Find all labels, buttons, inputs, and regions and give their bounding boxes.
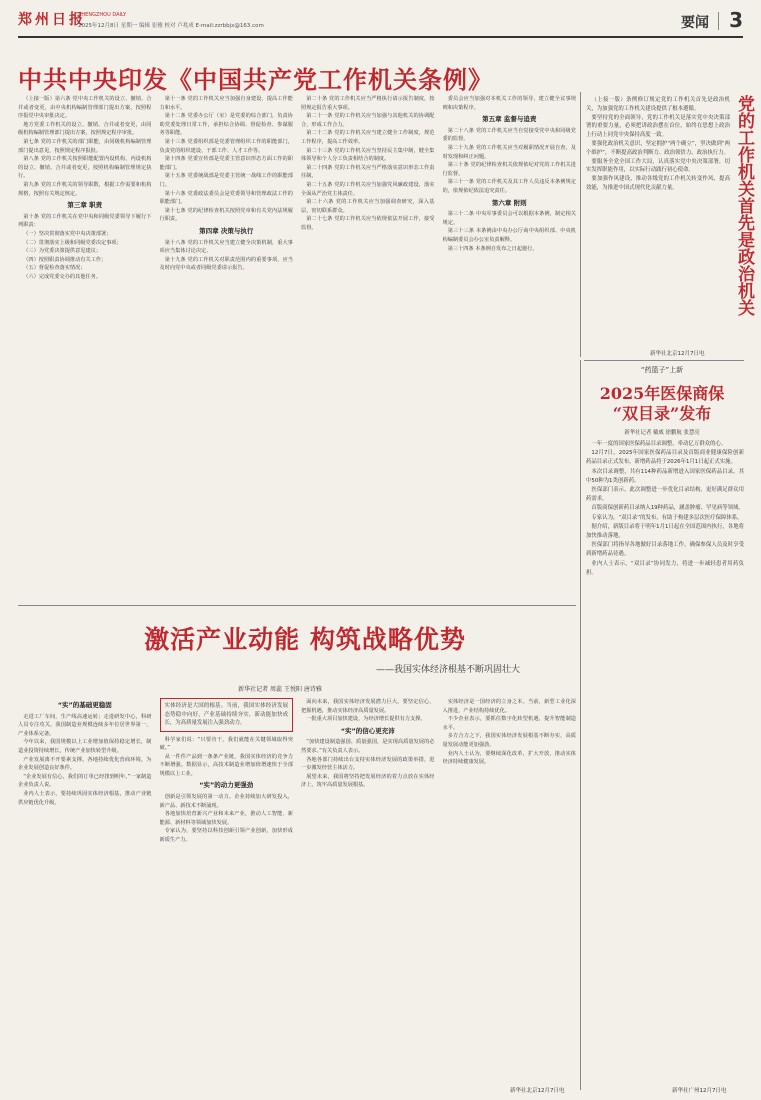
paragraph: 各地各部门持续出台支持实体经济发展的政策举措，进一步激发经营主体活力。 <box>301 756 435 772</box>
section-heading: “实”的基础更稳固 <box>57 701 112 709</box>
paragraph: 业内人士认为，要继续深化改革，扩大开放，推动实体经济持续健康发展。 <box>442 750 576 766</box>
paragraph: 一年一度的国家医保药品目录调整，牵动亿万群众的心。 <box>591 441 727 447</box>
section-heading: “实”的信心更充沛 <box>340 726 395 735</box>
paragraph: 第二十二条 党的工作机关应当建立健全工作制度，规范工作程序，提高工作效率。 <box>301 130 435 145</box>
paragraph: 首版商保创新药目录纳入19种药品，涵盖肿瘤、罕见病等领域。 <box>591 505 744 512</box>
masthead: 郑州日报 <box>18 12 86 28</box>
paragraph: 地方党委工作机关的设立、撤销、合并或者变更，由同级机构编制管理部门提出方案，按照规定程序审批。 <box>18 121 152 137</box>
paragraph: （一）坚决贯彻落实党中央决策部署； <box>23 230 112 237</box>
paragraph: 第三十条 党的纪律检查机关依规依纪对党的工作机关进行监督。 <box>442 162 576 177</box>
article3-signature: 新华社北京12月7日电 <box>510 1088 565 1094</box>
sidebar-signature: 新华社北京12月7日电 <box>650 351 705 357</box>
divider-horizontal-main <box>18 605 576 606</box>
paragraph: 要坚持党的全面领导，党的工作机关是落实党中央决策部署的重要力量，必须把讲政治摆在首位，始终在思想上政治上行动上同党中央保持高度一致。 <box>586 114 730 139</box>
article1-body <box>18 95 576 600</box>
article1-column-2 <box>160 95 294 600</box>
paragraph: 专家认为，“双目录”的发布，有助于构建多层次医疗保障体系。 <box>591 514 743 521</box>
paragraph: 据介绍，新版目录将于明年1月1日起在全国范围内执行，各地将加快推动落地。 <box>586 523 744 540</box>
paragraph: 第十二条 党委办公厅（室）是党委的综合部门，负责协助党委处理日常工作，承担综合协调、督促检查、参谋服务等职能。 <box>159 113 293 137</box>
article3-column-2-text <box>160 736 294 845</box>
paragraph: 不少企业表示，要抓住数字化转型机遇，提升智能制造水平。 <box>442 716 576 731</box>
article2-byline: 新华社记者 戴威 徐鹏航 张慧亮 <box>624 430 700 436</box>
paragraph: 一批重大项目加快建设，为经济增长提供有力支撑。 <box>306 716 426 723</box>
article3-subtitle: ——我国实体经济根基不断巩固壮大 <box>375 665 520 675</box>
paragraph: 走进工厂车间，生产线高速运转；走进研发中心，科研人员专注攻关。我国制造业规模连续多年位居世界第一，产业体系完备。 <box>18 713 152 737</box>
paragraph: 第九条 党的工作机关的领导职数，根据工作需要和机构规格，按照有关规定核定。 <box>18 181 152 197</box>
article2-kicker: “药篮子”上新 <box>640 366 684 374</box>
paragraph: 第三十三条 本条例由中央办公厅商中央组织部、中央机构编制委员会办公室负责解释。 <box>442 228 576 243</box>
paragraph: 12月7日，2025年国家医保药品目录及首版商业健康保险创新药品目录正式发布，新增药品将于2026年1月1日起正式实施。 <box>586 450 744 466</box>
paragraph: 从一件件产品到一条条产业链，我国实体经济的竞争力不断增强。数据显示，高技术制造业增加值增速快于全部规模以上工业。 <box>159 753 293 777</box>
divider-sidebar <box>584 360 744 361</box>
paragraph: 要加强作风建设，推动各级党的工作机关转变作风、提高效能，为推进中国式现代化贡献力量。 <box>586 176 730 191</box>
paragraph: 各地加快培育新兴产业和未来产业，推动人工智能、新能源、新材料等领域加快发展。 <box>159 811 293 826</box>
paragraph: 第三十一条 党的工作机关及其工作人员违反本条例规定的，依规依纪依法追究责任。 <box>442 179 576 194</box>
divider-vertical-top <box>580 92 581 357</box>
paragraph: 医保部门表示，此次调整进一步优化目录结构，更好满足群众用药需求。 <box>586 487 744 503</box>
paragraph: 第十八条 党的工作机关应当建立健全决策机制，重大事项应当集体讨论决定。 <box>159 239 293 255</box>
article3-column-1 <box>18 698 152 1086</box>
paragraph: 第三十二条 中央军事委员会可以根据本条例，制定相关规定。 <box>442 211 576 226</box>
paragraph: （上接一版）第六条 党中央工作机关的设立、撤销、合并或者变更，由中央机构编制管理部门提出方案，按照程序报党中央审批决定。 <box>18 96 152 120</box>
article1-column-3 <box>301 95 435 600</box>
paragraph: 业内人士表示，要持续巩固实体经济根基，推动产业链供应链优化升级。 <box>18 790 152 806</box>
divider-vertical-bottom <box>580 360 581 1090</box>
paragraph: 展望未来，我国将坚持把发展经济的着力点放在实体经济上，筑牢高质量发展根基。 <box>301 773 435 789</box>
article3-column-3 <box>301 698 435 1086</box>
paragraph: （上接一版）条例修订规定党的工作机关首先是政治机关，为加强党的工作机关建设提供了根本遵循。 <box>586 97 730 112</box>
paragraph: 第十一条 党的工作机关应当加强自身建设，提高工作能力和水平。 <box>159 96 293 111</box>
paragraph: 第三十四条 本条例自发布之日起施行。 <box>447 245 538 252</box>
paragraph: 第十六条 党委政法委员会是党委领导和管理政法工作的职能部门。 <box>159 190 293 206</box>
page-number: 3 <box>729 8 743 32</box>
paragraph: 医保部门将指导各地做好目录落地工作，确保参保人员及时享受到新增药品待遇。 <box>586 542 744 558</box>
paragraph: 科学家们说：“只要肯干，我们就能在关键领域取得突破。” <box>159 736 293 752</box>
section-heading: 第四章 决策与执行 <box>199 226 254 235</box>
masthead-en: ZHENGZHOU DAILY <box>78 12 127 18</box>
paragraph: 第二十三条 党的工作机关应当坚持民主集中制，健全集体领导和个人分工负责相结合的制度。 <box>301 147 435 163</box>
article3-byline: 新华社记者 周蕊 王悦阳 唐诗雅 <box>238 686 322 693</box>
paragraph: （二）贯彻落实上级和同级党委决定事项； <box>23 239 122 246</box>
article2-title: 2025年医保商保 “双目录”发布 <box>599 384 725 423</box>
paragraph: （五）督促检查落实情况； <box>23 265 86 272</box>
article3-title: 激活产业动能 构筑战略优势 <box>144 625 466 654</box>
paragraph: 第八条 党的工作机关按照职能配置内设机构，内设机构的设立、撤销、合并或者变更，按照机构编制管理规定执行。 <box>18 156 152 180</box>
paragraph: 第十七条 党的纪律检查机关按照党章和有关党内法规履行职责。 <box>159 207 293 223</box>
paragraph: 专家认为，要坚持以科技创新引领产业创新，加快形成新质生产力。 <box>159 828 293 844</box>
header-separator <box>718 12 719 30</box>
paragraph: （三）为党委决策提供意见建议； <box>23 248 102 255</box>
paragraph: 创新是引领发展的第一动力。企业持续加大研发投入，新产品、新技术不断涌现。 <box>159 794 293 809</box>
paragraph: “加快建设制造强国、质量强国，是实现高质量发展的必然要求。”有关负责人表示。 <box>301 739 435 754</box>
paragraph: 第十五条 党委统战部是党委主管统一战线工作的职能部门。 <box>159 173 293 188</box>
paragraph: 要服务全党全国工作大局，认真落实党中央决策部署，切实发挥职能作用，以实际行动践行初心使命。 <box>586 158 730 174</box>
paragraph: 要强化政治机关意识，坚定拥护“两个确立”，坚决做到“两个维护”，不断提高政治判断力、政治领悟力、政治执行力。 <box>586 140 730 156</box>
article1-column-4 <box>443 95 577 600</box>
sidebar-body <box>586 96 730 346</box>
section-heading: 第五章 监督与追责 <box>482 115 537 124</box>
article2-body <box>586 440 744 1080</box>
paragraph: “企业发展有信心，我们的订单已经排到明年。”一家制造企业负责人说。 <box>18 773 152 789</box>
paragraph: 第二十七条 党的工作机关应当依规依法开展工作，接受监督。 <box>301 216 435 231</box>
section-heading: 第三章 职责 <box>67 201 103 210</box>
section-name: 要闻 <box>681 15 709 31</box>
paragraph: （六）完成党委交办的其他任务。 <box>23 273 102 280</box>
section-heading: “实”的动力更强劲 <box>199 781 254 790</box>
paragraph: （四）按照职责协调推动有关工作； <box>23 256 107 263</box>
section-heading: 第六章 附则 <box>491 198 527 207</box>
paragraph: 实体经济是一国经济的立身之本。当前，新型工业化深入推进，产业结构持续优化。 <box>442 699 576 714</box>
paragraph: 第二十条 党的工作机关应当严格执行请示报告制度，按照规定报告重大事项。 <box>301 96 435 111</box>
paragraph: 第十三条 党委组织部是党委管理组织工作的职能部门，负责党的组织建设、干部工作、人才工作等。 <box>159 138 293 154</box>
paragraph: 第十四条 党委宣传部是党委主管意识形态方面工作的职能部门。 <box>159 156 293 171</box>
page-header <box>18 8 743 38</box>
article1-column-1 <box>18 95 152 600</box>
paragraph: 委员会应当加强对本机关工作的领导，建立健全议事规则和决策程序。 <box>442 96 576 111</box>
article2-signature: 新华社广州12月7日电 <box>672 1088 727 1094</box>
paragraph: 面向未来，我国实体经济发展潜力巨大。要坚定信心，把握机遇，推动实体经济高质量发展。 <box>301 699 435 714</box>
article3-body <box>18 698 576 1086</box>
paragraph: 第二十六条 党的工作机关应当加强调查研究，深入基层，密切联系群众。 <box>301 199 435 214</box>
paragraph: 第二十九条 党的工作机关应当对履职情况开展自查，及时发现和纠正问题。 <box>442 144 576 160</box>
paragraph: 第二十一条 党的工作机关应当加强与其他机关的协调配合，形成工作合力。 <box>301 113 435 128</box>
paragraph: 第十条 党的工作机关在党中央和同级党委领导下履行下列职责： <box>18 213 152 229</box>
paragraph: 第二十五条 党的工作机关应当加强党风廉政建设，落实全面从严治党主体责任。 <box>301 181 435 197</box>
article1-title: 中共中央印发《中国共产党工作机关条例》 <box>18 65 493 94</box>
paragraph: 多方合力之下，我国实体经济发展根基不断夯实，高质量发展动能更加强劲。 <box>442 733 576 748</box>
article3-column-2 <box>160 698 294 1086</box>
paragraph: 业内人士表示，“双目录”协同发力，将进一步减轻患者用药负担。 <box>586 560 744 576</box>
paragraph: 第二十四条 党的工作机关应当严格落实意识形态工作责任制。 <box>301 164 435 180</box>
article3-quote: 实体经济是大国的根基。当前，我国实体经济发展态势稳中向好，产业基础持续夯实，新动能加快成长，为高质量发展注入强劲动力。 <box>160 698 294 732</box>
paragraph: 本次目录调整，共有114种药品新增进入国家医保药品目录，其中50种为1类创新药。 <box>586 468 744 484</box>
paragraph: 第十九条 党的工作机关对职责范围内的重要事项，应当及时向党中央或者同级党委请示报告。 <box>159 256 293 272</box>
article3-column-4 <box>443 698 577 1086</box>
paragraph: 产业发展离不开要素支撑。各地持续优化营商环境，为企业发展创造良好条件。 <box>18 756 152 772</box>
paragraph: 第七条 党的工作机关的部门职能，由同级机构编制管理部门提出意见，按照规定程序报批。 <box>18 138 152 154</box>
paragraph: 今年以来，我国规模以上工业增加值保持稳定增长，制造业投资持续增长，传统产业加快转型升级。 <box>18 739 152 754</box>
sidebar-title: 党的工作机关首先是政治机关 <box>734 95 754 316</box>
paragraph: 第二十八条 党的工作机关应当自觉接受党中央和同级党委的监督。 <box>442 127 576 143</box>
header-info: 2025年12月8日 星期一 编辑 崔雅 校对 卢兆成 E-mail:zzrbbjx@163.com <box>78 23 264 29</box>
